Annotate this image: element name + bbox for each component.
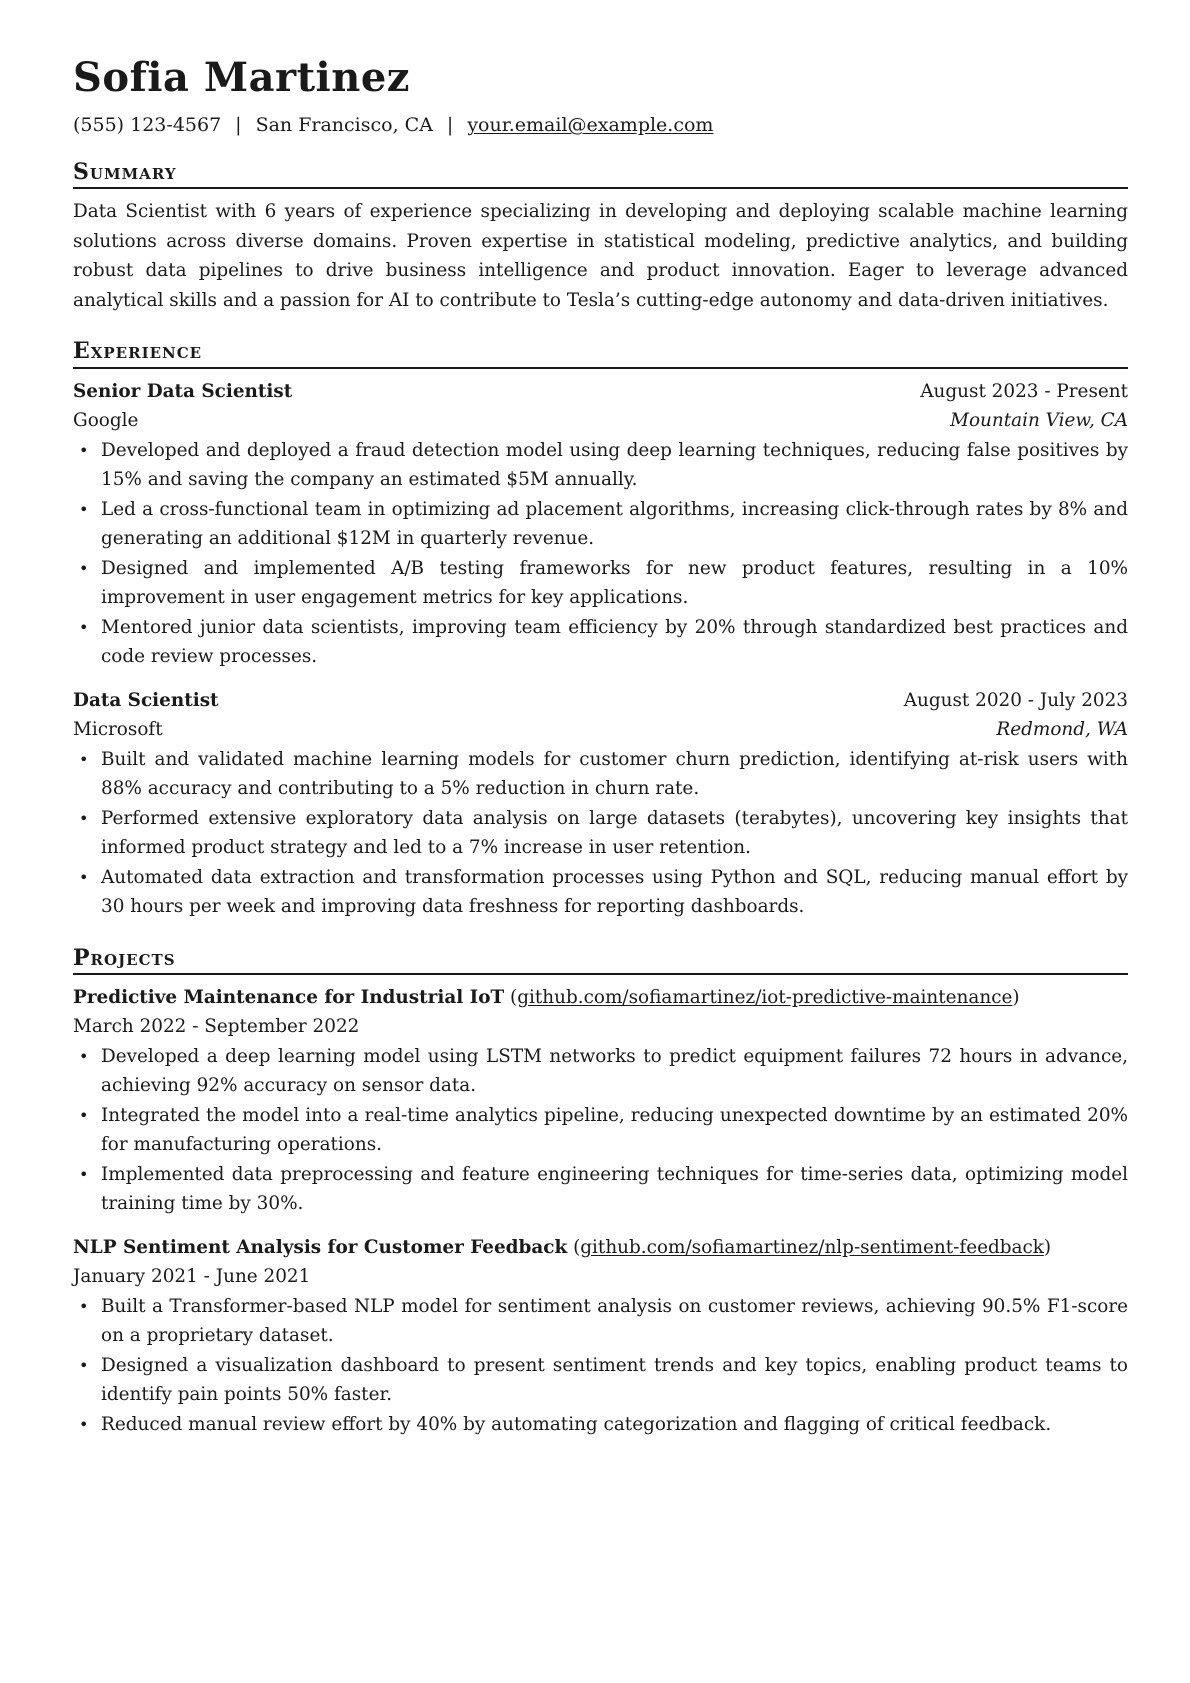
job-dates: August 2020 - July 2023: [903, 689, 1128, 711]
project-link-wrapper: (github.com/sofiamartinez/nlp-sentiment-feedback): [573, 1236, 1052, 1258]
job-entry: [73, 686, 1128, 922]
bullet-item: • Integrated the model into a real-time analytics pipeline, reducing unexpected downtime by an estimated 20% for manufacturing operations.: [73, 1101, 1128, 1160]
experience-section: [73, 339, 1128, 921]
job-bullets: [73, 436, 1128, 672]
project-entry: [73, 1233, 1128, 1440]
bullet-item: • Built and validated machine learning models for customer churn prediction, identifying at-risk users with 88% accuracy and contributing to a 5% reduction in churn rate.: [73, 745, 1128, 804]
bullet-item: • Automated data extraction and transformation processes using Python and SQL, reducing manual effort by 30 hours per week and improving data freshness for reporting dashboards.: [73, 863, 1128, 922]
projects-section: [73, 946, 1128, 1440]
location: San Francisco, CA: [255, 114, 433, 136]
job-location: Redmond, WA: [996, 719, 1128, 741]
bullet-item: • Performed extensive exploratory data analysis on large datasets (terabytes), uncovering key insights that informed product strategy and led to a 7% increase in user retention.: [73, 804, 1128, 863]
job-company: Microsoft: [73, 719, 163, 741]
section-title-summary: Summary: [73, 160, 1128, 189]
bullet-item: • Developed a deep learning model using LSTM networks to predict equipment failures 72 hours in advance, achieving 92% accuracy on sensor data.: [73, 1042, 1128, 1101]
bullet-item: • Reduced manual review effort by 40% by automating categorization and flagging of critical feedback.: [73, 1410, 1128, 1440]
job-entry: [73, 377, 1128, 672]
contact-separator: |: [446, 114, 454, 136]
contact-separator: |: [235, 114, 242, 136]
job-company: Google: [73, 410, 139, 432]
job-role: Senior Data Scientist: [73, 380, 293, 402]
project-name: NLP Sentiment Analysis for Customer Feedback: [73, 1236, 568, 1258]
bullet-item: • Developed and deployed a fraud detection model using deep learning techniques, reducing false positives by 15% and saving the company an estimated $5M annually.: [73, 436, 1128, 495]
project-link[interactable]: github.com/sofiamartinez/nlp-sentiment-feedback: [580, 1236, 1044, 1258]
project-bullets: [73, 1042, 1128, 1219]
job-dates: August 2023 - Present: [920, 380, 1128, 402]
project-entry: [73, 983, 1128, 1219]
bullet-item: • Mentored junior data scientists, improving team efficiency by 20% through standardized best practices and code review processes.: [73, 613, 1128, 672]
candidate-name: Sofia Martinez: [73, 54, 410, 101]
job-bullets: [73, 745, 1128, 922]
bullet-item: • Implemented data preprocessing and feature engineering techniques for time-series data, optimizing model training time by 30%.: [73, 1160, 1128, 1219]
resume-page: [73, 56, 1128, 1439]
project-dates: March 2022 - September 2022: [73, 1016, 360, 1038]
job-role: Data Scientist: [73, 689, 219, 711]
section-title-projects: Projects: [73, 946, 1128, 975]
project-bullets: [73, 1292, 1128, 1440]
project-link-wrapper: (github.com/sofiamartinez/iot-predictive-maintenance): [510, 986, 1020, 1008]
project-dates: January 2021 - June 2021: [73, 1266, 311, 1288]
bullet-item: • Designed a visualization dashboard to present sentiment trends and key topics, enabling product teams to identify pain points 50% faster.: [73, 1351, 1128, 1410]
bullet-item: • Designed and implemented A/B testing frameworks for new product features, resulting in a 10% improvement in user engagement metrics for key applications.: [73, 554, 1128, 613]
project-link[interactable]: github.com/sofiamartinez/iot-predictive-maintenance: [517, 986, 1013, 1008]
summary-text: Data Scientist with 6 years of experience specializing in developing and deploying scalable machine learning solutions across diverse domains. Proven expertise in statistical modeling, predictive analytics, and building robust data pipelines to drive business intelligence and product innovation. Eager to leverage advanced analytical skills and a passion for AI to contribute to Tesla’s cutting-edge autonomy and data-driven initiatives.: [73, 201, 1128, 311]
contact-line: [73, 114, 1128, 136]
bullet-item: • Led a cross-functional team in optimizing ad placement algorithms, increasing click-through rates by 8% and generating an additional $12M in quarterly revenue.: [73, 495, 1128, 554]
summary-section: [73, 160, 1128, 315]
job-location: Mountain View, CA: [950, 410, 1128, 432]
bullet-item: • Built a Transformer-based NLP model for sentiment analysis on customer reviews, achieving 90.5% F1-score on a proprietary dataset.: [73, 1292, 1128, 1351]
email-link[interactable]: your.email@example.com: [467, 114, 714, 136]
phone-number: (555) 123-4567: [73, 114, 222, 136]
project-name: Predictive Maintenance for Industrial IoT: [73, 986, 505, 1008]
section-title-experience: Experience: [73, 339, 1128, 368]
